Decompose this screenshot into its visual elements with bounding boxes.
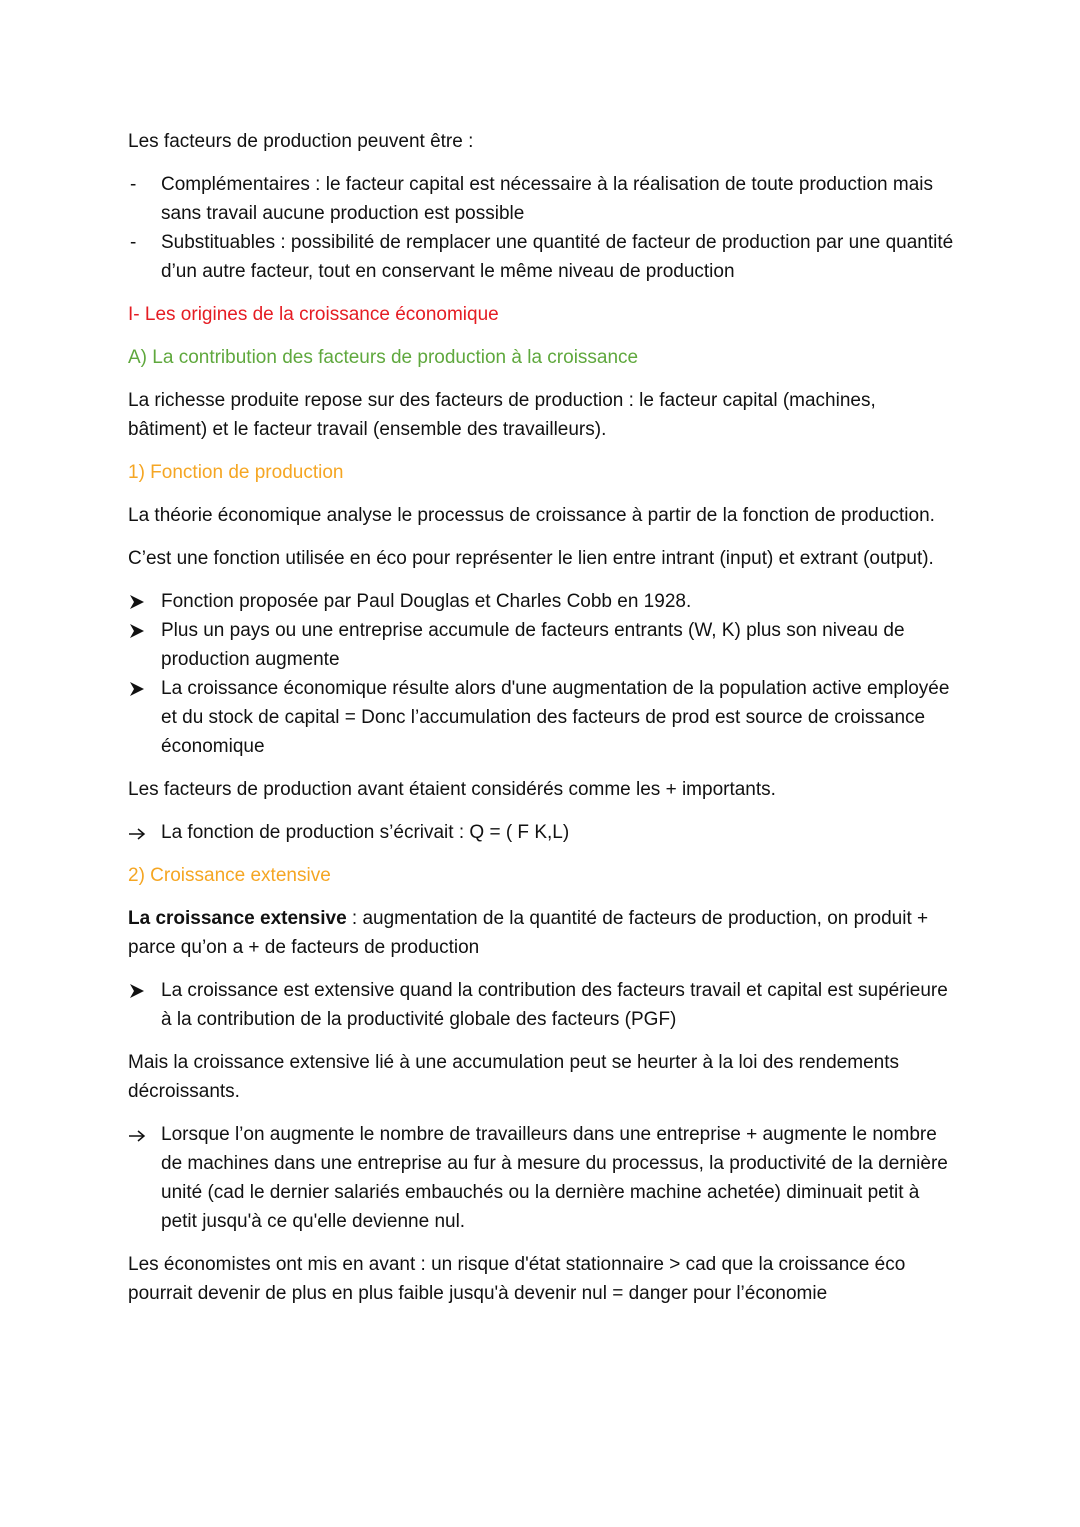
subheading-croissance-extensive: 2) Croissance extensive <box>128 865 331 886</box>
rendements-paragraph: Mais la croissance extensive lié à une accumulation peut se heurter à la loi des rendements décroissants. <box>128 1052 899 1102</box>
definition-paragraph <box>128 904 958 962</box>
subheading-fonction-production: 1) Fonction de production <box>128 462 344 483</box>
list-item-text: Fonction proposée par Paul Douglas et Charles Cobb en 1928. <box>161 591 692 612</box>
factor-types-list <box>128 170 958 286</box>
arrowhead-bullet-icon <box>128 674 152 707</box>
right-arrow-icon <box>128 1120 152 1151</box>
dash-bullet-icon: - <box>130 174 137 195</box>
list-item <box>128 1120 958 1236</box>
document-body <box>128 127 958 1308</box>
subsection-heading-a: A) La contribution des facteurs de production à la croissance <box>128 347 639 368</box>
list-item-text: Plus un pays ou une entreprise accumule de facteurs entrants (W, K) plus son niveau de production augmente <box>161 620 905 670</box>
list-item <box>128 616 958 674</box>
list-item <box>128 170 958 228</box>
avant-paragraph: Les facteurs de production avant étaient considérés comme les + importants. <box>128 779 776 800</box>
list-item-text: La croissance est extensive quand la contribution des facteurs travail et capital est supérieure à la contribution de la productivité globale des facteurs (PGF) <box>161 980 948 1030</box>
theorie-paragraph: La théorie économique analyse le processus de croissance à partir de la fonction de production. <box>128 505 935 526</box>
list-item <box>128 228 958 286</box>
richesse-paragraph: La richesse produite repose sur des facteurs de production : le facteur capital (machines, bâtiment) et le facteur travail (ensemble des travailleurs). <box>128 390 876 440</box>
list-item <box>128 587 958 616</box>
production-points-list <box>128 587 958 761</box>
list-item-text: Substituables : possibilité de remplacer une quantité de facteur de production par une quantité d’un autre facteur, tout en conservant le même niveau de production <box>161 232 954 282</box>
section-heading-1: I- Les origines de la croissance économique <box>128 304 499 325</box>
list-item-text: Lorsque l’on augmente le nombre de travailleurs dans une entreprise + augmente le nombre de machines dans une entreprise au fur à mesure du processus, la productivité de la dernière unité (cad le dernier salariés embauchés ou la dernière machine achetée) diminuait petit à petit jusqu'à ce qu'elle devienne nul. <box>161 1124 948 1232</box>
list-item <box>128 976 958 1034</box>
list-item-text: La croissance économique résulte alors d'une augmentation de la population active employée et du stock de capital = Donc l’accumulation des facteurs de prod est source de croissance économique <box>161 678 950 757</box>
definition-term: La croissance extensive <box>128 908 347 929</box>
formula-text: La fonction de production s’écrivait : Q = ( F K,L) <box>161 822 570 843</box>
definition-text: : augmentation de la quantité de facteurs de production, on produit + parce qu’on a + de facteurs de production <box>128 908 929 958</box>
list-item-text: Complémentaires : le facteur capital est nécessaire à la réalisation de toute production mais sans travail aucune production est possible <box>161 174 934 224</box>
right-arrow-icon <box>128 818 152 849</box>
intro-paragraph: Les facteurs de production peuvent être : <box>128 131 474 152</box>
stationnaire-paragraph: Les économistes ont mis en avant : un risque d'état stationnaire > cad que la croissance éco pourrait devenir de plus en plus faible jusqu'à devenir nul = danger pour l’économie <box>128 1254 906 1304</box>
formula-line <box>128 818 958 847</box>
list-item <box>128 674 958 761</box>
arrowhead-bullet-icon <box>128 976 152 1009</box>
fonction-paragraph: C’est une fonction utilisée en éco pour représenter le lien entre intrant (input) et extrant (output). <box>128 548 934 569</box>
arrowhead-bullet-icon <box>128 616 152 649</box>
dash-bullet-icon: - <box>130 232 137 253</box>
